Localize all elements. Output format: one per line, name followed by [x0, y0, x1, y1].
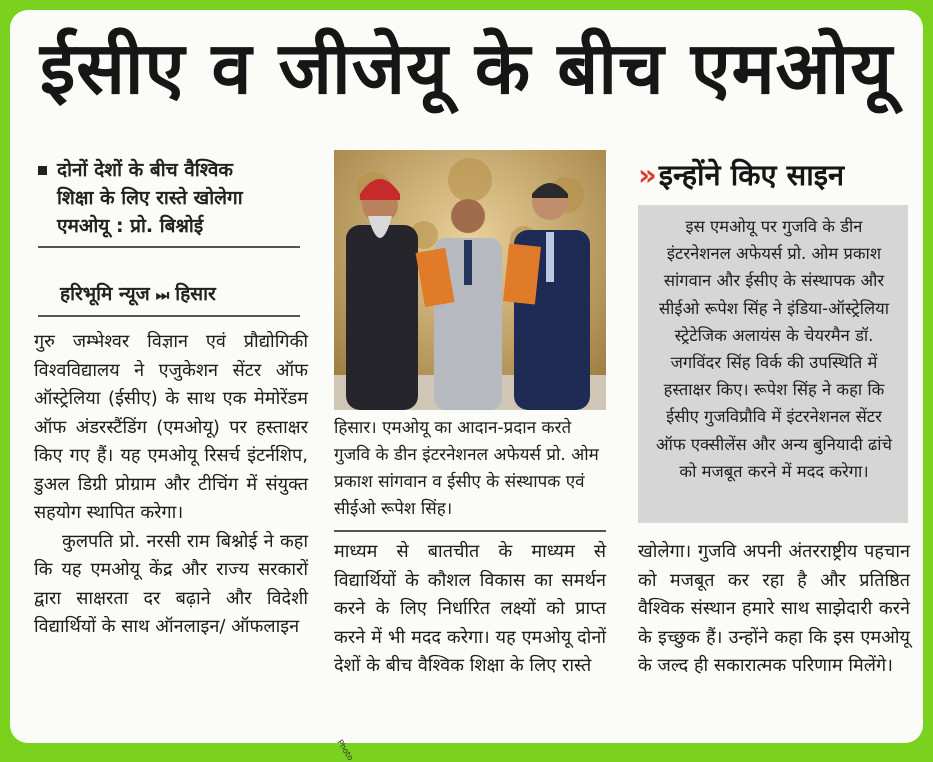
- paragraph: कुलपति प्रो. नरसी राम बिश्नोई ने कहा कि यह एमओयू केंद्र और राज्य सरकारों द्वारा साक्षरता दर बढ़ाने और विदेशी विद्यार्थियों के साथ ऑनलाइन/ ऑफलाइन: [34, 530, 308, 637]
- subheading: [38, 156, 298, 240]
- bullet-square-icon: [38, 166, 47, 175]
- byline-place: हिसार: [175, 283, 216, 305]
- headline: ईसीए व जीजेयू के बीच एमओयू: [39, 26, 894, 110]
- photo-caption: हिसार। एमओयू का आदान-प्रदान करते गुजवि के डीन इंटरनेशनल अफेयर्स प्रो. ओम प्रकाश सांगवान व ईसीए के संस्थापक एवं सीईओ रूपेश सिंह।: [334, 418, 599, 519]
- subheading-line-2: शिक्षा के लिए रास्ते खोलेगा: [57, 187, 243, 209]
- byline: [60, 280, 216, 306]
- paragraph: गुरु जम्भेश्वर विज्ञान एवं प्रौद्योगिकी विश्वविद्यालय ने एजुकेशन सेंटर ऑफ ऑस्ट्रेलिया (ईसीए) के साथ एक मेमोरेंडम ऑफ अंडरस्टैंडिंग (एमओयू) पर हस्ताक्षर किए गए हैं। यह एमओयू रिसर्च इंटर्नशिप, डुअल डिग्री प्रोग्राम और टीचिंग में संयुक्त सहयोग स्थापित करेगा।: [34, 331, 308, 523]
- subheading-line-1: दोनों देशों के बीच वैश्विक: [38, 156, 298, 184]
- article-column-1: [34, 328, 308, 642]
- article-column-3: [638, 538, 910, 681]
- subheading-line-3: एमओयू : प्रो. बिश्नोई: [57, 215, 204, 237]
- paragraph: माध्यम से बातचीत के माध्यम से विद्यार्थियों के कौशल विकास का समर्थन करने के लिए निर्धारित लक्ष्यों को प्राप्त करने में भी मदद करेगा। यह एमओयू दोनों देशों के बीच वैश्विक शिक्षा के लिए रास्ते: [334, 541, 606, 676]
- signed-box-text: इस एमओयू पर गुजवि के डीन इंटरनेशनल अफेयर्स प्रो. ओम प्रकाश सांगवान और ईसीए के संस्थापक और सीईओ रूपेश सिंह ने इंडिया-ऑस्ट्रेलिया स्ट्रेटेजिक अलायंस के चेयरमैन डॉ. जगविंदर सिंह विर्क की उपस्थिति में हस्ताक्षर किए। रूपेश सिंह ने कहा कि ईसीए गुजविप्रौवि में इंटरनेशनल सेंटर ऑफ एक्सीलेंस और अन्य बुनियादी ढांचे को मजबूत करने में मदद करेगा।: [655, 217, 893, 481]
- mou-exchange-photo: [334, 150, 606, 410]
- fast-forward-icon: ⏭: [155, 286, 170, 304]
- divider: [38, 246, 300, 248]
- newspaper-clipping: [10, 10, 923, 762]
- article-column-2: [334, 538, 606, 681]
- chevron-right-icon: »: [638, 158, 651, 192]
- signed-section-title: » इन्होंने किए साइन: [638, 158, 845, 192]
- signed-info-box: [638, 205, 908, 523]
- divider: [334, 530, 606, 532]
- divider: [38, 315, 300, 317]
- photo-image: [334, 150, 606, 410]
- photo-credit-stamp: Photo: [335, 738, 356, 762]
- paragraph: खोलेगा। गुजवि अपनी अंतरराष्ट्रीय पहचान को मजबूत कर रहा है और प्रतिष्ठित वैश्विक संस्थान हमारे साथ साझेदारी करने के इच्छुक हैं। उन्होंने कहा कि इस एमओयू के जल्द ही सकारात्मक परिणाम मिलेंगे।: [638, 541, 910, 676]
- byline-agency: हरिभूमि न्यूज: [60, 283, 150, 305]
